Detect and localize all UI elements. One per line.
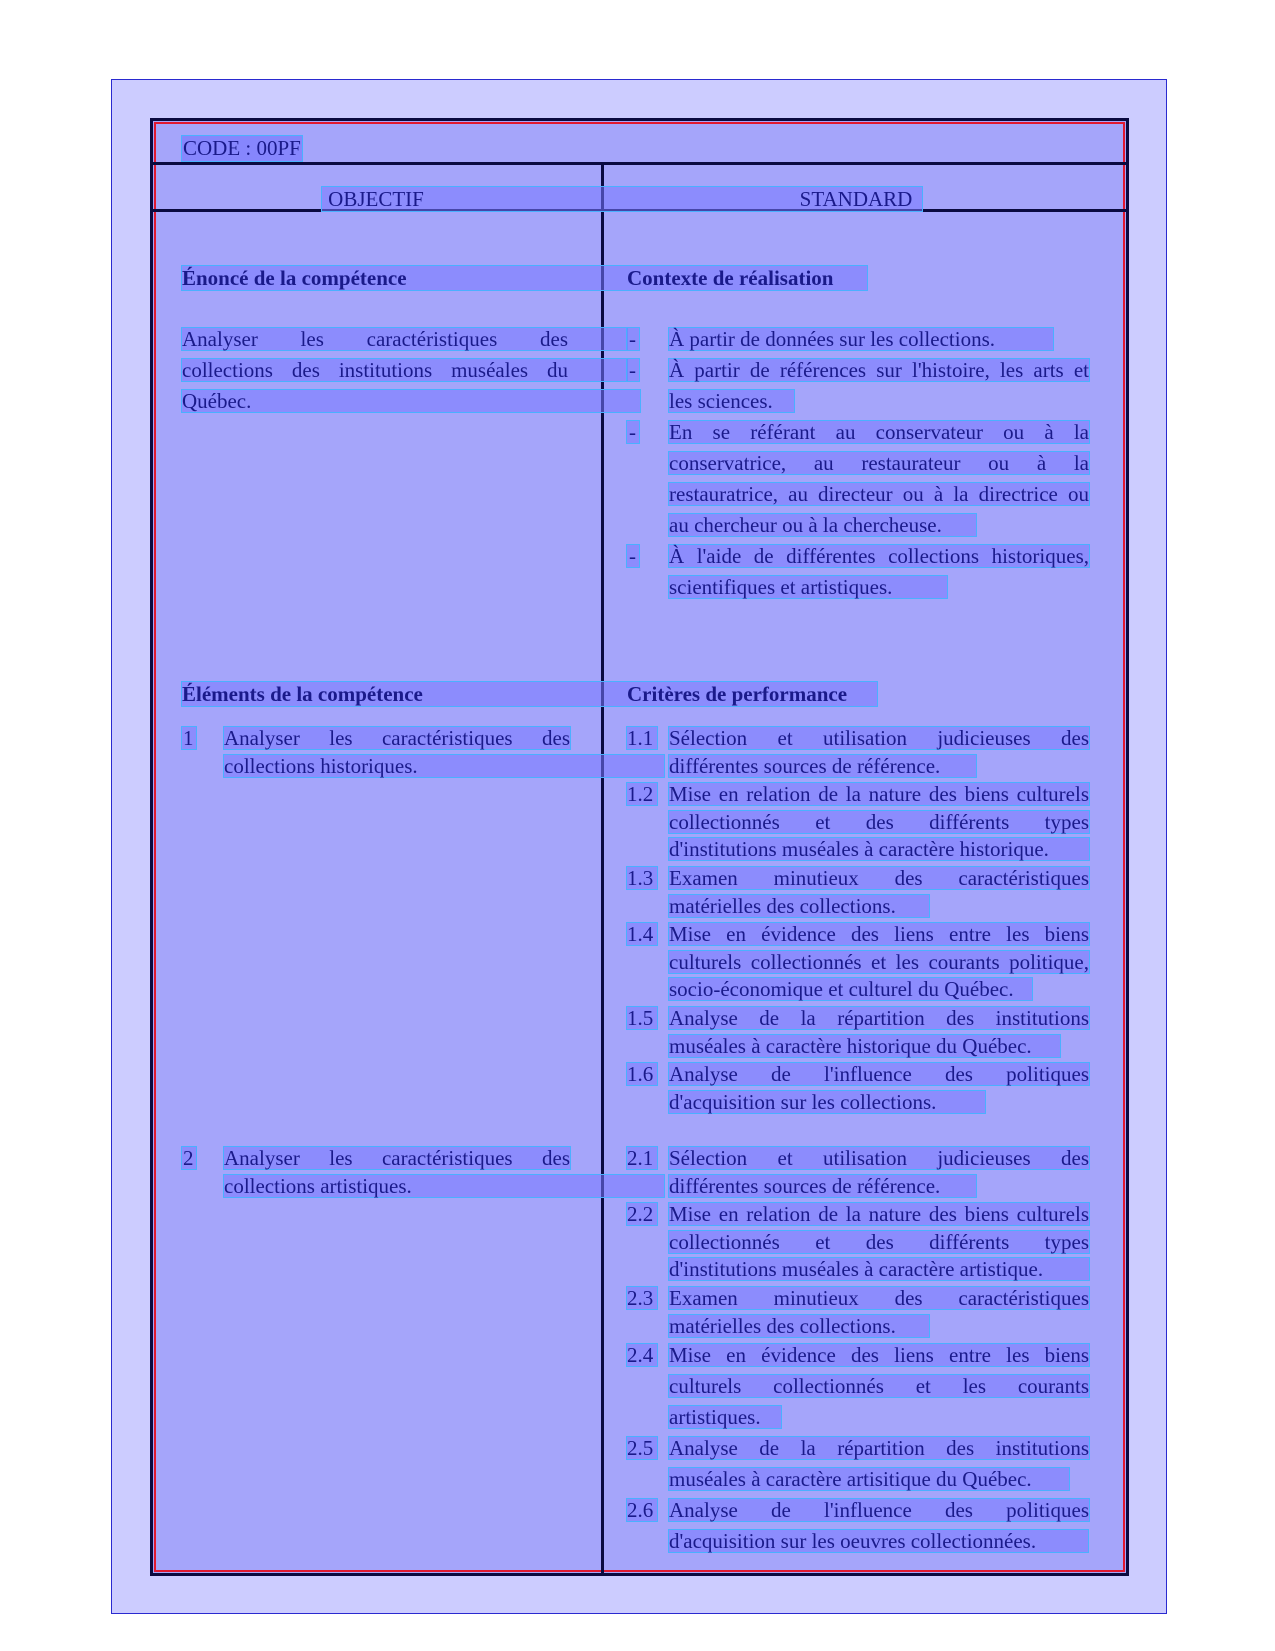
element-line: collections artistiques. — [224, 1173, 412, 1198]
criteres-heading: Critères de performance — [627, 682, 848, 706]
critere-line: collectionnés et des différents types — [669, 809, 1089, 834]
critere-line: d'acquisition sur les collections. — [669, 1089, 937, 1114]
contexte-heading: Contexte de réalisation — [627, 266, 834, 290]
critere-number: 1.3 — [627, 866, 654, 890]
critere-number: 2.1 — [627, 1146, 654, 1170]
critere-line: différentes sources de référence. — [669, 1173, 941, 1198]
critere-number: 1.4 — [627, 922, 654, 946]
element-line: Analyser les caractéristiques des — [224, 726, 570, 750]
critere-line: collectionnés et des différents types — [669, 1229, 1089, 1254]
contexte-line: À l'aide de différentes collections historiques, — [669, 544, 1089, 568]
enonce-line: Analyser les caractéristiques des — [182, 327, 568, 351]
critere-line: muséales à caractère artisitique du Québec. — [669, 1467, 1032, 1491]
critere-line: Analyse de la répartition des institutions — [669, 1006, 1089, 1030]
contexte-bullet: - — [629, 544, 636, 568]
critere-line: d'institutions muséales à caractère historique. — [669, 837, 1049, 861]
element-number: 2 — [183, 1146, 194, 1170]
enonce-line: Québec. — [182, 389, 252, 413]
critere-line: différentes sources de référence. — [669, 753, 941, 778]
contexte-line: scientifiques et artistiques. — [669, 575, 893, 599]
critere-line: Mise en évidence des liens entre les biens — [669, 922, 1089, 946]
critere-line: Mise en relation de la nature des biens culturels — [669, 1202, 1089, 1226]
contexte-line: conservatrice, au restaurateur ou à la — [669, 451, 1089, 475]
critere-line: Analyse de l'influence des politiques — [669, 1062, 1089, 1086]
critere-line: Mise en relation de la nature des biens culturels — [669, 782, 1089, 806]
critere-line: Mise en évidence des liens entre les biens — [669, 1343, 1089, 1367]
contexte-line: À partir de données sur les collections. — [669, 327, 995, 351]
critere-line: Analyse de l'influence des politiques — [669, 1498, 1089, 1522]
objectif-header: OBJECTIF — [328, 187, 424, 211]
code-label: CODE : 00PF — [183, 136, 301, 160]
contexte-line: En se référant au conservateur ou à la — [669, 420, 1089, 444]
critere-number: 2.2 — [627, 1202, 654, 1226]
critere-line: Examen minutieux des caractéristiques — [669, 1286, 1089, 1310]
critere-number: 2.3 — [627, 1286, 654, 1310]
critere-number: 2.4 — [627, 1343, 654, 1367]
element-line: Analyser les caractéristiques des — [224, 1146, 570, 1170]
critere-line: muséales à caractère historique du Québec. — [669, 1033, 1032, 1058]
critere-line: culturels collectionnés et les courants — [669, 1374, 1089, 1398]
critere-number: 2.6 — [627, 1498, 654, 1522]
critere-line: artistiques. — [669, 1405, 761, 1429]
critere-line: Sélection et utilisation judicieuses des — [669, 1146, 1089, 1170]
critere-number: 1.2 — [627, 782, 654, 806]
contexte-bullet: - — [629, 358, 636, 382]
critere-line: matérielles des collections. — [669, 1313, 896, 1338]
critere-line: socio-économique et culturel du Québec. — [669, 977, 1014, 1001]
enonce-line: collections des institutions muséales du — [182, 358, 568, 382]
enonce-heading: Énoncé de la compétence — [182, 266, 407, 290]
standard-header: STANDARD — [799, 187, 913, 211]
contexte-line: À partir de références sur l'histoire, les arts et — [669, 358, 1089, 382]
element-number: 1 — [183, 726, 194, 750]
contexte-line: les sciences. — [669, 389, 773, 413]
critere-line: Sélection et utilisation judicieuses des — [669, 726, 1089, 750]
elements-heading: Éléments de la compétence — [182, 682, 423, 706]
critere-number: 1.5 — [627, 1006, 654, 1030]
header-rule-top — [153, 162, 1126, 165]
critere-line: culturels collectionnés et les courants politique, — [669, 949, 1089, 974]
critere-number: 2.5 — [627, 1436, 654, 1460]
contexte-bullet: - — [629, 420, 636, 444]
critere-line: Analyse de la répartition des institutions — [669, 1436, 1089, 1460]
contexte-line: restauratrice, au directeur ou à la directrice ou — [669, 482, 1089, 506]
contexte-line: au chercheur ou à la chercheuse. — [669, 513, 942, 537]
critere-line: d'acquisition sur les oeuvres collectionnées. — [669, 1529, 1037, 1553]
critere-line: d'institutions muséales à caractère artistique. — [669, 1257, 1044, 1281]
critere-line: matérielles des collections. — [669, 893, 896, 918]
critere-line: Examen minutieux des caractéristiques — [669, 866, 1089, 890]
contexte-bullet: - — [629, 327, 636, 351]
critere-number: 1.1 — [627, 726, 654, 750]
element-line: collections historiques. — [224, 753, 418, 778]
critere-number: 1.6 — [627, 1062, 654, 1086]
